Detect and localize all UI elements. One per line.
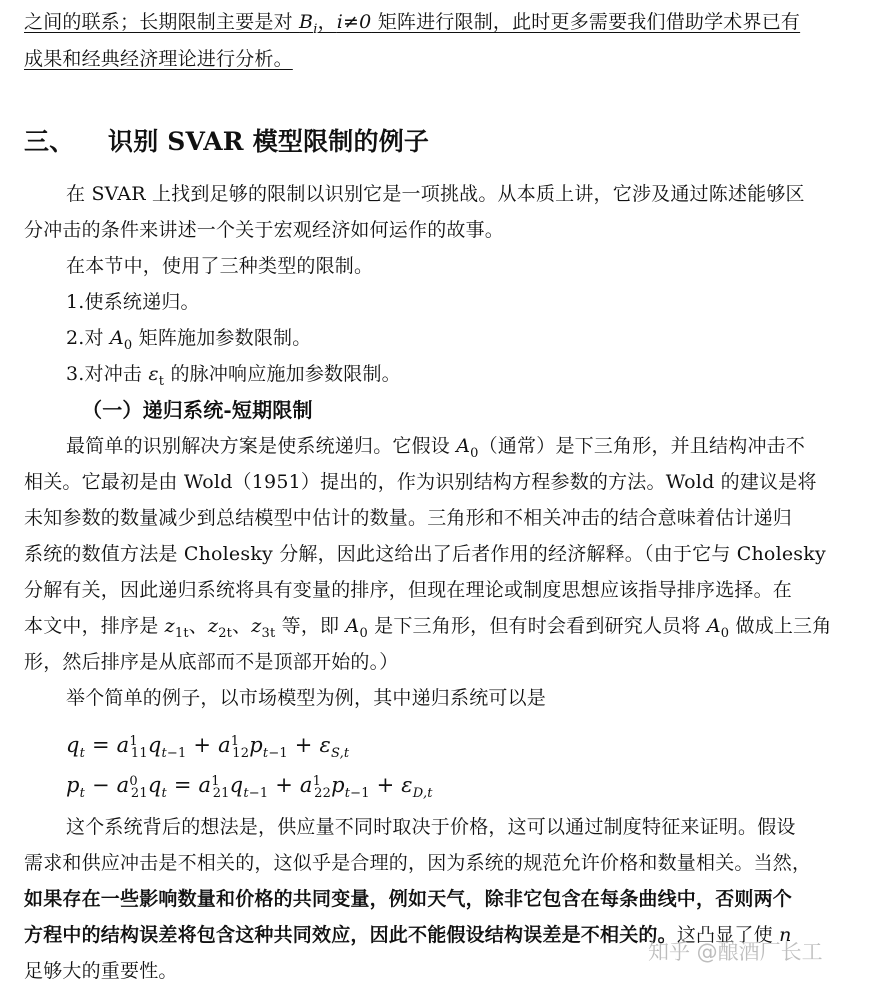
equation-2: $p_t - a^0_{21}q_t = a^1_{21}q_{t-1} + a^1_{22}p_{t-1} + \varepsilon_{D,t}$ <box>66 773 433 802</box>
body-line-7: 形，然后排序是从底部而不是顶部开始的。） <box>24 651 399 673</box>
list-item-2: 2.对 $A_0$ 矩阵施加参数限制。 <box>66 327 312 353</box>
body-line-4: 系统的数值方法是 Cholesky 分解，因此这给出了后者作用的经济解释。（由于它与 Cholesky <box>24 543 826 565</box>
intro-line-3: 在本节中，使用了三种类型的限制。 <box>66 255 374 277</box>
body-line-6: 本文中，排序是 $z_{1t}$、$z_{2t}$、$z_{3t}$ 等，即 $A_0$ 是下三角形，但有时会看到研究人员将 $A_0$ 做成上三角 <box>24 615 832 641</box>
closing-line-3-bold: 如果存在一些影响数量和价格的共同变量，例如天气，除非它包含在每条曲线中，否则两个 <box>24 888 793 910</box>
list-item-1: 1.使系统递归。 <box>66 291 200 313</box>
section-number: 三、 <box>24 127 75 156</box>
section-title: 识别 SVAR 模型限制的例子 <box>108 127 430 156</box>
intro-line-1: 在 SVAR 上找到足够的限制以识别它是一项挑战。从本质上讲，它涉及通过陈述能够区 <box>66 183 805 205</box>
closing-line-4: 方程中的结构误差将包含这种共同效应，因此不能假设结构误差是不相关的。这凸显了使 n <box>24 924 792 946</box>
body-line-1: 最简单的识别解决方案是使系统递归。它假设 $A_0$（通常）是下三角形，并且结构冲击不 <box>66 435 806 461</box>
top-paragraph-line-2: 成果和经典经济理论进行分析。 <box>24 48 293 70</box>
closing-line-5: 足够大的重要性。 <box>24 960 178 982</box>
intro-line-2: 分冲击的条件来讲述一个关于宏观经济如何运作的故事。 <box>24 219 505 241</box>
zhihu-watermark: 知乎 @酿酒厂长工 <box>648 940 823 964</box>
body-line-8: 举个简单的例子，以市场模型为例，其中递归系统可以是 <box>66 687 547 709</box>
subsection-heading: （一）递归系统-短期限制 <box>82 398 313 422</box>
equation-1: $q_t = a^1_{11}q_{t-1} + a^1_{12}p_{t-1} + \varepsilon_{S,t}$ <box>66 733 350 762</box>
body-line-5: 分解有关，因此递归系统将具有变量的排序，但现在理论或制度思想应该指导排序选择。在 <box>24 579 793 601</box>
body-line-2: 相关。它最初是由 Wold（1951）提出的，作为识别结构方程参数的方法。Wold 的建议是将 <box>24 471 817 493</box>
closing-line-2: 需求和供应冲击是不相关的，这似乎是合理的，因为系统的规范允许价格和数量相关。当然， <box>24 852 812 874</box>
closing-line-1: 这个系统背后的想法是，供应量不同时取决于价格，这可以通过制度特征来证明。假设 <box>66 816 796 838</box>
section-heading <box>24 127 430 156</box>
body-line-3: 未知参数的数量减少到总结模型中估计的数量。三角形和不相关冲击的结合意味着估计递归 <box>24 507 793 529</box>
top-paragraph-line-1: 之间的联系；长期限制主要是对 $B_i$，i≠0 矩阵进行限制，此时更多需要我们借助学术界已有 <box>24 11 801 37</box>
list-item-3: 3.对冲击 $\varepsilon_t$ 的脉冲响应施加参数限制。 <box>66 363 401 389</box>
